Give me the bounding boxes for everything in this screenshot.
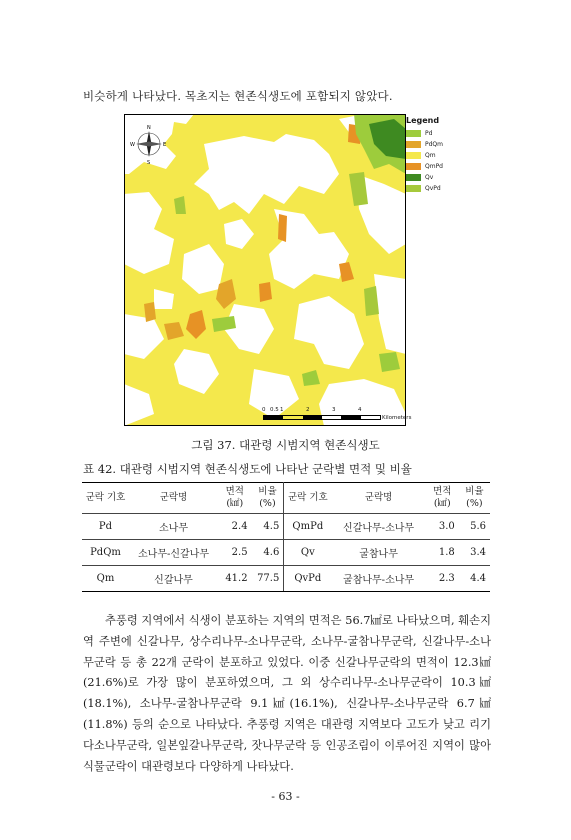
scale-tick: 0.5 bbox=[270, 407, 279, 413]
legend-item-qmpd bbox=[406, 161, 452, 172]
cell-area-b: 2.3 bbox=[426, 566, 459, 592]
legend-swatch bbox=[406, 185, 421, 192]
scale-ticks bbox=[262, 407, 380, 415]
legend-swatch bbox=[406, 141, 421, 148]
legend-label: Pd bbox=[425, 130, 433, 137]
legend-item-qv bbox=[406, 172, 452, 183]
legend-label: QmPd bbox=[425, 163, 443, 170]
header-area-2: 면적 (㎢) bbox=[426, 483, 459, 514]
header-ratio: 비율 (%) bbox=[252, 483, 284, 514]
cell-area-a: 2.5 bbox=[218, 540, 252, 566]
scale-bar-graphic bbox=[263, 415, 381, 420]
header-area: 면적 (㎢) bbox=[218, 483, 252, 514]
header-code-2: 군락 기호 bbox=[284, 483, 331, 514]
cell-name-a: 소나무-신갈나무 bbox=[129, 540, 218, 566]
header-code: 군락 기호 bbox=[82, 483, 129, 514]
legend-label: Qm bbox=[425, 152, 436, 159]
scale-tick: 4 bbox=[358, 407, 362, 413]
cell-code-a: PdQm bbox=[82, 540, 129, 566]
compass-e: E bbox=[163, 142, 167, 148]
cell-name-b: 굴참나무-소나무 bbox=[331, 566, 425, 592]
legend-label: QvPd bbox=[425, 185, 441, 192]
cell-area-a: 2.4 bbox=[218, 514, 252, 540]
body-paragraph bbox=[83, 611, 491, 777]
legend-item-qvpd bbox=[406, 183, 452, 194]
legend-title: Legend bbox=[406, 116, 440, 125]
figure-caption: 그림 37. 대관령 시범지역 현존식생도 bbox=[191, 438, 380, 452]
cell-name-b: 굴참나무 bbox=[331, 540, 425, 566]
intro-line: 비슷하게 나타났다. 목초지는 현존식생도에 포함되지 않았다. bbox=[83, 89, 393, 103]
vegetation-map bbox=[124, 114, 406, 426]
compass-s: S bbox=[147, 160, 151, 166]
cell-code-b: QvPd bbox=[284, 566, 331, 592]
header-name: 군락명 bbox=[129, 483, 218, 514]
scale-unit: Kilometers bbox=[382, 415, 412, 421]
header-name-2: 군락명 bbox=[331, 483, 425, 514]
table-body bbox=[82, 514, 490, 592]
cell-ratio-a: 4.6 bbox=[252, 540, 284, 566]
cell-ratio-a: 4.5 bbox=[252, 514, 284, 540]
legend-swatch bbox=[406, 130, 421, 137]
legend-item-qm bbox=[406, 150, 452, 161]
table-title: 표 42. 대관령 시범지역 현존식생도에 나타난 군락별 면적 및 비율 bbox=[83, 462, 412, 476]
scale-tick: 2 bbox=[306, 407, 310, 413]
cell-name-b: 신갈나무-소나무 bbox=[331, 514, 425, 540]
scale-tick: 3 bbox=[332, 407, 336, 413]
compass-n: N bbox=[147, 125, 151, 131]
legend-item-pd bbox=[406, 128, 452, 139]
map-legend bbox=[406, 116, 452, 194]
scale-tick: 1 bbox=[280, 407, 284, 413]
legend-swatch bbox=[406, 163, 421, 170]
paragraph-text: 추풍령 지역에서 식생이 분포하는 지역의 면적은 56.7㎢로 나타났으며, 훼손지역 주변에 신갈나무, 상수리나무-소나무군락, 소나무-굴참나무군락, 신갈나무-소나무군락 등 총 22개 군락이 분포하고 있었다. 이중 신갈나무군락의 면적이 12.3㎢(21.6%)로 가장 많이 분포하였으며, 그 외 상수리나무-소나무군락이 10.3㎢(18.1%), 소나무-굴참나무군락 9.1㎢(16.1%), 신갈나무-소나무군락 6.7㎢(11.8%) 등의 순으로 나타났다. 추풍령 지역은 대관령 지역보다 고도가 낮고 리기다소나무군락, 일본잎갈나무군락, 잣나무군락 등 인공조림이 이루어진 지역이 많아 식물군락이 대관령보다 다양하게 나타났다. bbox=[83, 614, 491, 773]
cell-area-a: 41.2 bbox=[218, 566, 252, 592]
cell-code-a: Qm bbox=[82, 566, 129, 592]
legend-items bbox=[406, 128, 452, 194]
table-row bbox=[82, 566, 490, 592]
cell-ratio-b: 3.4 bbox=[459, 540, 490, 566]
cell-ratio-a: 77.5 bbox=[252, 566, 284, 592]
cell-code-a: Pd bbox=[82, 514, 129, 540]
scale-bar bbox=[262, 407, 412, 431]
header-ratio-2: 비율 (%) bbox=[459, 483, 490, 514]
cell-name-a: 신갈나무 bbox=[129, 566, 218, 592]
table-row bbox=[82, 514, 490, 540]
legend-swatch bbox=[406, 152, 421, 159]
cell-code-b: QmPd bbox=[284, 514, 331, 540]
compass-w: W bbox=[130, 142, 135, 148]
cell-ratio-b: 5.6 bbox=[459, 514, 490, 540]
legend-label: PdQm bbox=[425, 141, 443, 148]
table-header-row bbox=[82, 483, 490, 514]
legend-item-pdqm bbox=[406, 139, 452, 150]
legend-swatch bbox=[406, 174, 421, 181]
scale-tick: 0 bbox=[262, 407, 266, 413]
legend-label: Qv bbox=[425, 174, 434, 181]
table-row bbox=[82, 540, 490, 566]
cell-name-a: 소나무 bbox=[129, 514, 218, 540]
cell-code-b: Qv bbox=[284, 540, 331, 566]
cell-ratio-b: 4.4 bbox=[459, 566, 490, 592]
cell-area-b: 3.0 bbox=[426, 514, 459, 540]
community-area-table bbox=[82, 482, 490, 592]
vegetation-map-canvas bbox=[124, 114, 406, 426]
cell-area-b: 1.8 bbox=[426, 540, 459, 566]
page-number: - 63 - bbox=[271, 790, 300, 803]
